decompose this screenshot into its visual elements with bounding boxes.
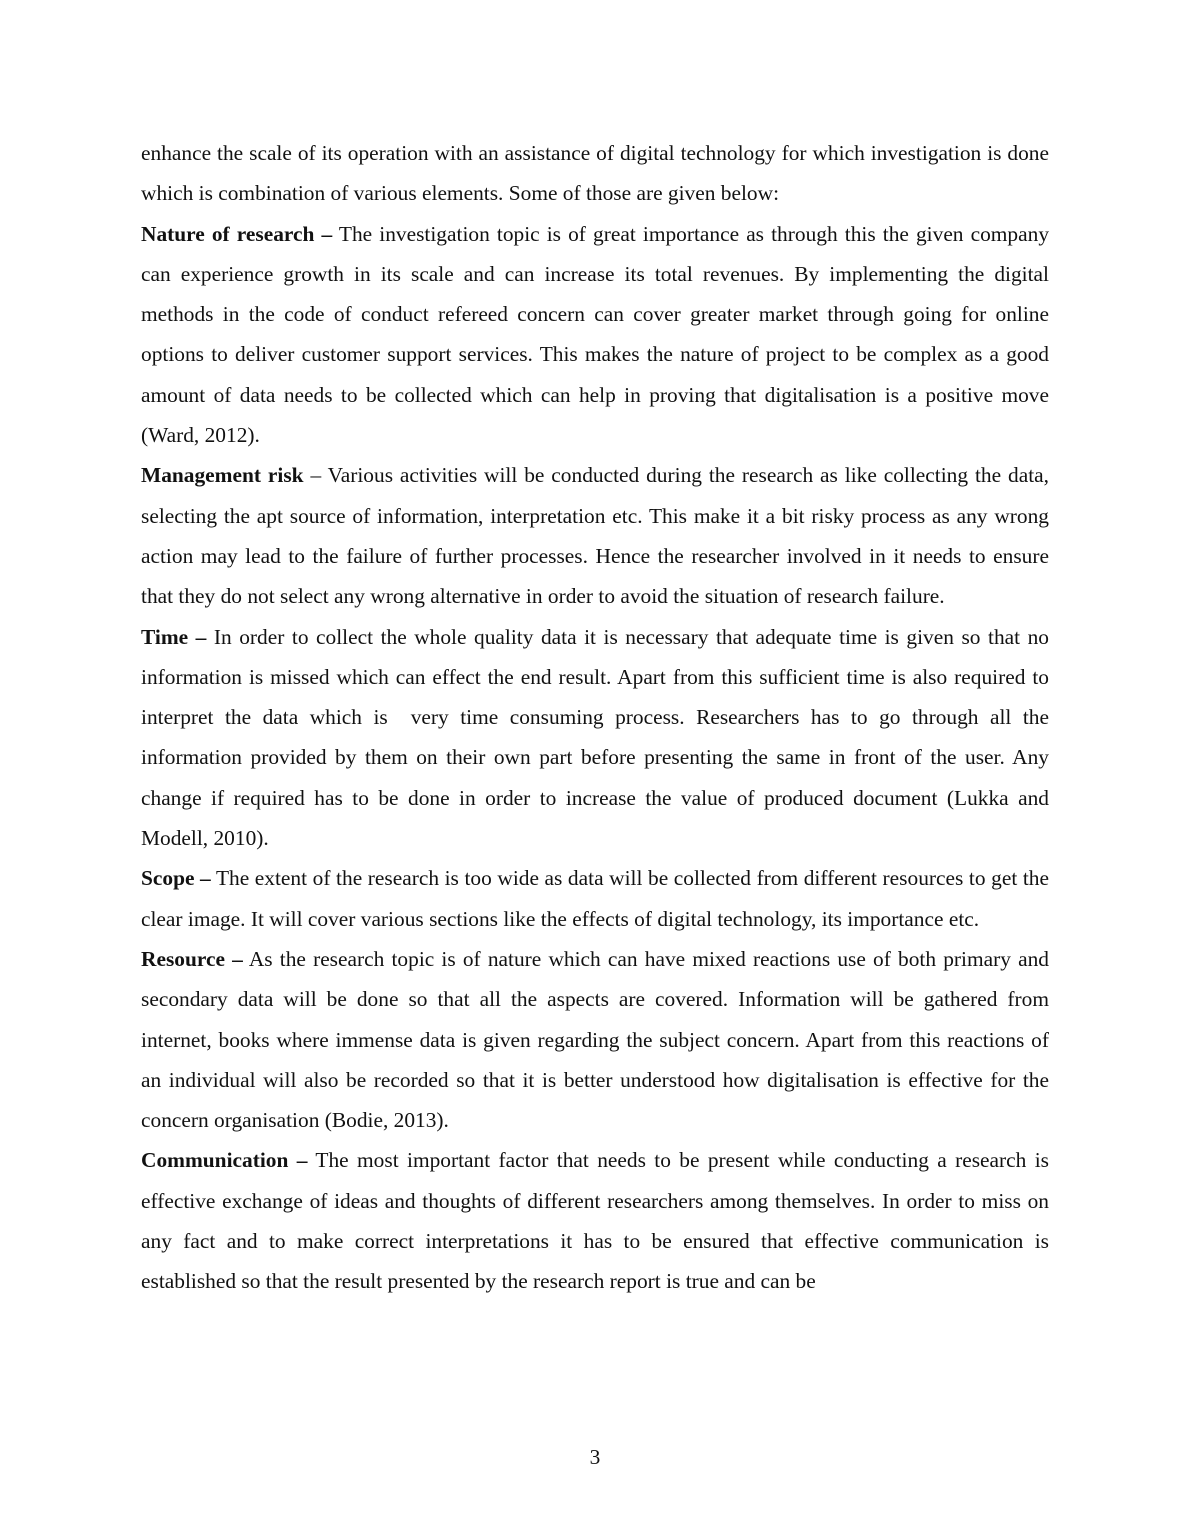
communication-paragraph [141, 1140, 1049, 1301]
scope-paragraph [141, 858, 1049, 939]
page-number: 3 [589, 1445, 601, 1469]
section-text: – Various activities will be conducted during the research as like collecting the data, selecting the apt source of information, interpretation etc. This make it a bit risky process as any wrong action may lead to the failure of further processes. Hence the researcher involved in it needs to ensure that they do not select any wrong alternative in order to avoid the situation of research failure. [141, 463, 1049, 609]
section-heading: Scope – [141, 866, 211, 891]
section-text: The extent of the research is too wide as data will be collected from different resources to get the clear image. It will cover various sections like the effects of digital technology, its importance etc. [141, 866, 1049, 931]
section-text: In order to collect the whole quality data it is necessary that adequate time is given so that no information is missed which can effect the end result. Apart from this sufficient time is also required to interpret the data which is very time consuming process. Researchers has to go through all the information provided by them on their own part before presenting the same in front of the user. Any change if required has to be done in order to increase the value of produced document (Lukka and Modell, 2010). [141, 624, 1055, 851]
section-text: As the research topic is of nature which can have mixed reactions use of both primary and secondary data will be done so that all the aspects are covered. Information will be gathered from internet, books where immense data is given regarding the subject concern. Apart from this reactions of an individual will also be recorded so that it is better understood how digitalisation is effective for the concern organisation (Bodie, 2013). [141, 946, 1049, 1133]
section-text: The investigation topic is of great importance as through this the given company can experience growth in its scale and can increase its total revenues. By implementing the digital methods in the code of conduct refereed concern can cover greater market through going for online options to deliver customer support services. This makes the nature of project to be complex as a good amount of data needs to be collected which can help in proving that digitalisation is a positive move (Ward, 2012). [141, 221, 1050, 448]
document-body [141, 133, 1055, 1302]
management-risk-paragraph [141, 455, 1049, 616]
nature-of-research-paragraph [141, 214, 1049, 456]
section-heading: Management risk [141, 463, 304, 488]
resource-paragraph [141, 939, 1049, 1140]
time-paragraph [141, 617, 1055, 859]
section-heading: Time – [141, 624, 207, 649]
section-heading: Nature of research – [141, 221, 333, 246]
intro-paragraph: enhance the scale of its operation with an assistance of digital technology for which investigation is done which is combination of various elements. Some of those are given below: [141, 141, 1049, 206]
section-heading: Communication – [141, 1148, 308, 1173]
section-text: The most important factor that needs to be present while conducting a research is effective exchange of ideas and thoughts of different researchers among themselves. In order to miss on any fact and to make correct interpretations it has to be ensured that effective communication is established so that the result presented by the research report is true and can be [141, 1148, 1049, 1294]
section-heading: Resource – [141, 946, 243, 971]
